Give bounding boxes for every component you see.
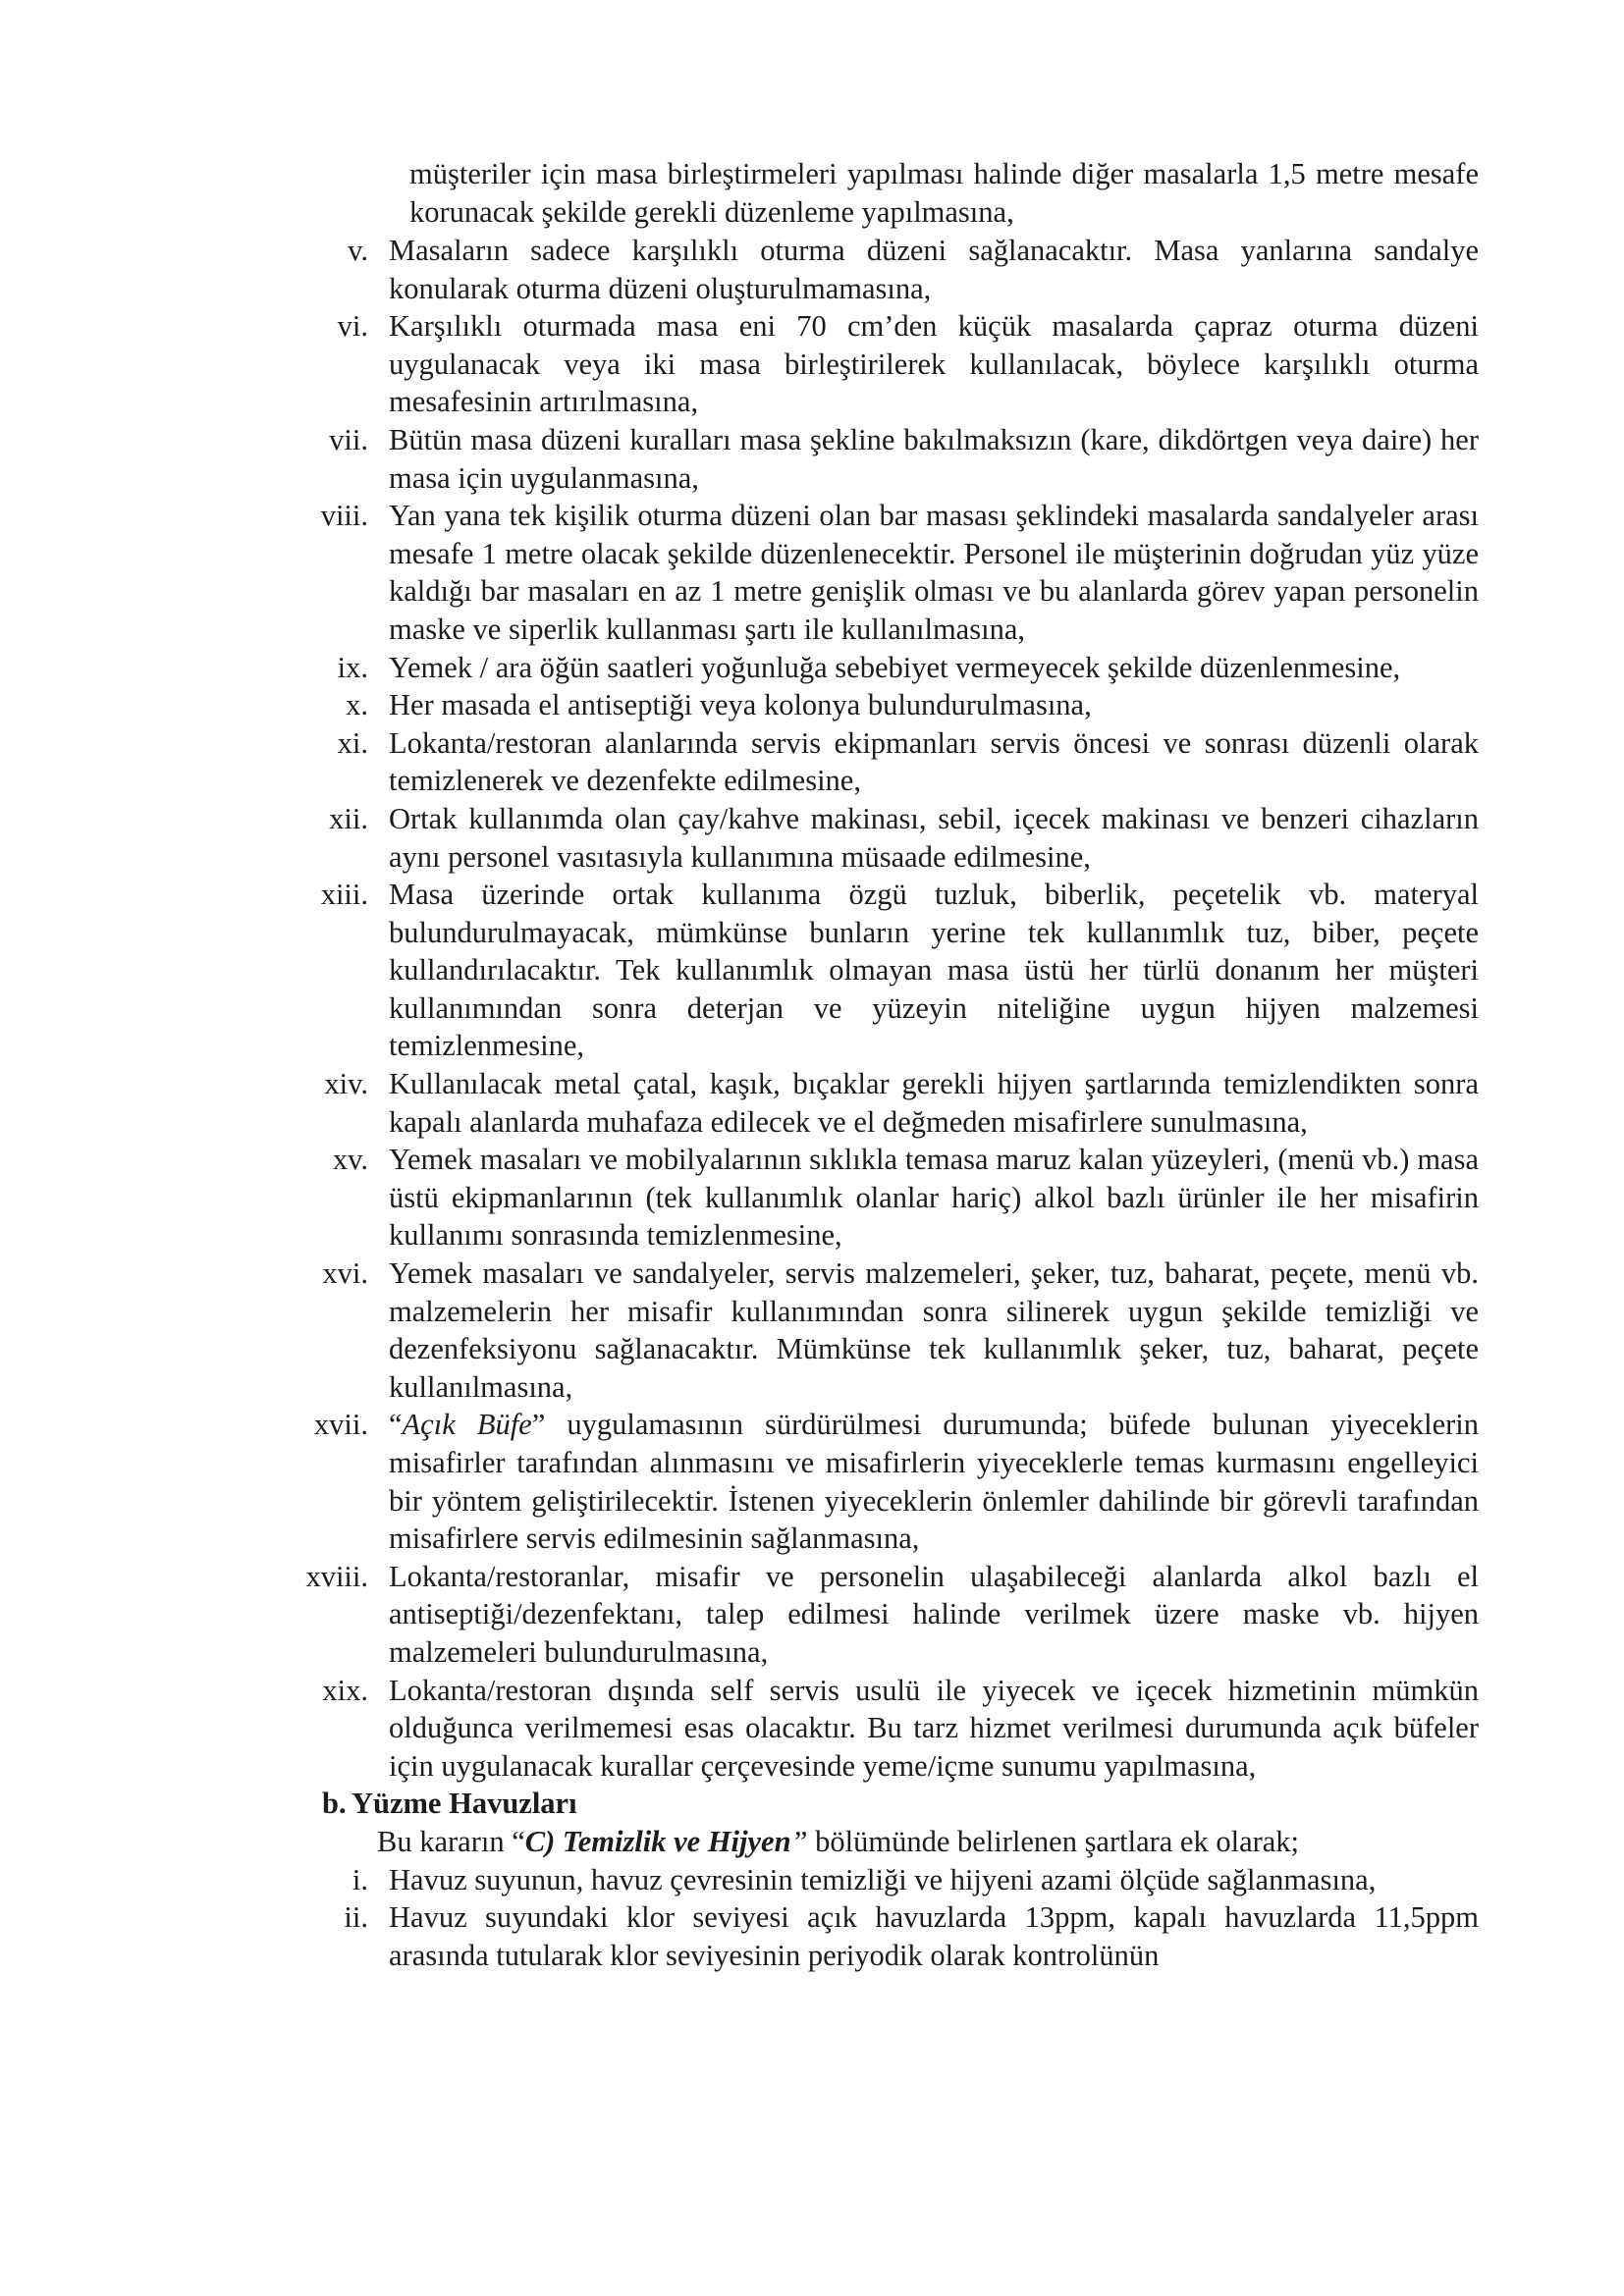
item-number: viii. xyxy=(320,499,368,533)
list-item xyxy=(295,307,1479,421)
continuation-paragraph: müşteriler için masa birleştirmeleri yapılması halinde diğer masalarla 1,5 metre mesafe korunacak şekilde gerekli düzenleme yapılmasına, xyxy=(409,157,1479,229)
list-item xyxy=(295,1672,1479,1786)
item-number: vii. xyxy=(329,422,368,456)
section-title: Yüzme Havuzları xyxy=(352,1787,577,1821)
item-number: xiv. xyxy=(324,1067,368,1101)
item-text xyxy=(389,1406,1479,1557)
intro-text-start: Bu kararın “ xyxy=(377,1824,525,1858)
list-item xyxy=(295,876,1479,1065)
list-item xyxy=(295,1558,1479,1672)
item-text: Masa üzerinde ortak kullanıma özgü tuzluk, biberlik, peçetelik vb. materyal bulundurulmayacak, mümkünse bunların yerine tek kullanımlık tuz, biber, peçete kullandırılacaktır. Tek kullanımlık olmayan masa üstü her türlü donanım her müşteri kullanımından sonra deterjan ve yüzeyin niteliğine uygun hijyen malzemesi temizlenmesine, xyxy=(389,878,1479,1063)
list-item-acik-bufe xyxy=(295,1406,1479,1557)
measures-list xyxy=(295,232,1479,1974)
quote-close: ” xyxy=(531,1408,546,1442)
item-text: Yan yana tek kişilik oturma düzeni olan bar masası şeklindeki masalarda sandalyeler arası mesafe 1 metre olacak şekilde düzenlenecektir. Personel ile müşterinin doğrudan yüz yüze kaldığı bar masaları en az 1 metre genişlik olması ve bu alanlarda görev yapan personelin maske ve siperlik kullanması şartı ile kullanılmasına, xyxy=(389,499,1479,646)
list-item xyxy=(295,724,1479,800)
list-item xyxy=(295,497,1479,648)
item-text: Lokanta/restoran alanlarında servis ekipmanları servis öncesi ve sonrası düzenli olarak temizlenerek ve dezenfekte edilmesine, xyxy=(389,725,1479,798)
intro-reference: C) Temizlik ve Hijyen xyxy=(524,1824,791,1858)
item-text: Yemek masaları ve mobilyalarının sıklıkla temasa maruz kalan yüzeyleri, (menü vb.) masa üstü ekipmanlarının (tek kullanımlık olanlar hariç) alkol bazlı ürünler ile her misafirin kullanımı sonrasında temizlenmesine, xyxy=(389,1143,1479,1253)
item-text: Yemek masaları ve sandalyeler, servis malzemeleri, şeker, tuz, baharat, peçete, menü vb. malzemelerin her misafir kullanımından sonra silinerek uygun şekilde temizliği ve dezenfeksiyonu sağlanacaktır. Mümkünse tek kullanımlık şeker, tuz, baharat, peçete kullanılmasına, xyxy=(389,1256,1479,1404)
item-text: Havuz suyunun, havuz çevresinin temizliği ve hijyeni azami ölçüde sağlanmasına, xyxy=(389,1862,1377,1896)
item-number: xiii. xyxy=(320,878,368,912)
quote-open: “ xyxy=(389,1408,403,1442)
item-number: i. xyxy=(352,1862,368,1896)
item-number: xvi. xyxy=(322,1256,368,1291)
item-number: x. xyxy=(346,688,368,722)
item-number: v. xyxy=(348,234,368,267)
list-item xyxy=(295,1861,1479,1899)
list-item xyxy=(295,800,1479,876)
item-number: xv. xyxy=(332,1143,368,1177)
section-letter: b. xyxy=(322,1787,347,1821)
item-text: Lokanta/restoran dışında self servis usulü ile yiyecek ve içecek hizmetinin mümkün olduğunca verilmemesi esas olacaktır. Bu tarz hizmet verilmesi durumunda açık büfeler için uygulanacak kurallar çerçevesinde yeme/içme sunumu yapılmasına, xyxy=(389,1673,1479,1783)
item-text: Her masada el antiseptiği veya kolonya bulundurulmasına, xyxy=(389,688,1092,722)
item-text: Yemek / ara öğün saatleri yoğunluğa sebebiyet vermeyecek şekilde düzenlenmesine, xyxy=(389,650,1401,684)
item-number: vi. xyxy=(337,309,368,344)
item-text-rest: uygulamasının sürdürülmesi durumunda; büfede bulunan yiyeceklerin misafirler tarafından alınmasını ve misafirlerin yiyeceklerle temas kurmasını engelleyici bir yöntem geliştirilecektir. İstenen yiyeceklerin önlemler dahilinde bir görevli tarafından misafirlere servis edilmesinin sağlanmasına, xyxy=(389,1408,1480,1556)
item-number: ix. xyxy=(337,650,368,684)
list-item xyxy=(295,1141,1479,1255)
intro-text-end: bölümünde belirlenen şartlara ek olarak; xyxy=(807,1824,1300,1858)
list-item xyxy=(295,1255,1479,1406)
item-number: xi. xyxy=(337,725,368,760)
item-text: Kullanılacak metal çatal, kaşık, bıçaklar gerekli hijyen şartlarında temizlendikten sonra kapalı alanlarda muhafaza edilecek ve el değmeden misafirlere sunulmasına, xyxy=(389,1067,1479,1139)
item-text: Ortak kullanımda olan çay/kahve makinası, sebil, içecek makinası ve benzeri cihazların aynı personel vasıtasıyla kullanımına müsaade edilmesine, xyxy=(389,801,1479,874)
intro-quote-close: ” xyxy=(790,1824,808,1858)
item-number: xii. xyxy=(329,801,368,835)
item-text: Havuz suyundaki klor seviyesi açık havuzlarda 13ppm, kapalı havuzlarda 11,5ppm arasında tutularak klor seviyesinin periyodik olarak kontrolünün xyxy=(389,1900,1479,1972)
list-item xyxy=(295,1898,1479,1974)
section-intro xyxy=(295,1823,1479,1861)
item-number: xvii. xyxy=(313,1408,368,1442)
item-text: Karşılıklı oturmada masa eni 70 cm’den küçük masalarda çapraz oturma düzeni uygulanacak veya iki masa birleştirilerek kullanılacak, böylece karşılıklı oturma mesafesinin artırılmasına, xyxy=(389,309,1479,419)
item-number: xviii. xyxy=(305,1559,368,1593)
list-item xyxy=(295,421,1479,497)
item-number: xix. xyxy=(322,1673,368,1707)
list-item xyxy=(295,232,1479,307)
list-item xyxy=(295,1065,1479,1141)
list-item xyxy=(295,649,1479,687)
section-heading xyxy=(295,1785,1479,1823)
item-text: Masaların sadece karşılıklı oturma düzeni sağlanacaktır. Masa yanlarına sandalye konularak oturma düzeni oluşturulmamasına, xyxy=(389,234,1479,305)
item-text: Bütün masa düzeni kuralları masa şekline bakılmaksızın (kare, dikdörtgen veya daire) her masa için uygulanmasına, xyxy=(389,422,1479,495)
acik-bufe-term: Açık Büfe xyxy=(402,1408,532,1442)
item-text: Lokanta/restoranlar, misafir ve personelin ulaşabileceği alanlarda alkol bazlı el antiseptiği/dezenfektanı, talep edilmesi halinde verilmek üzere maske vb. hijyen malzemeleri bulundurulmasına, xyxy=(389,1559,1479,1669)
list-item xyxy=(295,686,1479,724)
item-number: ii. xyxy=(344,1900,368,1935)
